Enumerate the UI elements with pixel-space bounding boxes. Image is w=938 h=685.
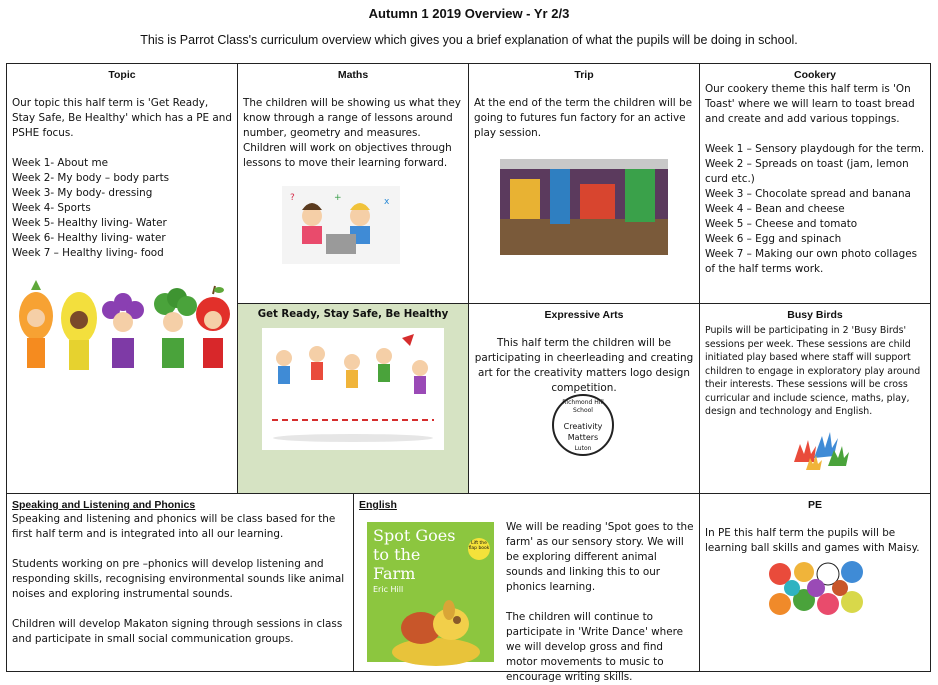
cookery-week: Week 7 – Making our own photo collages of the half terms work. xyxy=(705,248,918,275)
trip-cell xyxy=(468,63,700,304)
topic-week: Week 5- Healthy living- Water xyxy=(12,217,167,229)
expressive-arts-cell xyxy=(468,303,700,494)
cookery-week: Week 4 – Bean and cheese xyxy=(705,203,845,215)
speaking-heading: Speaking and Listening and Phonics xyxy=(12,499,196,511)
pe-text: In PE this half term the pupils will be learning ball skills and games with Maisy. xyxy=(705,527,920,554)
svg-text:x: x xyxy=(384,197,390,207)
book-author: Eric Hill xyxy=(373,585,404,594)
busy-birds-heading: Busy Birds xyxy=(787,309,843,321)
busy-birds-text: Pupils will be participating in 2 'Busy Birds' sessions per week. These sessions are child initiated play based where staff will support children to engage in exploratory play around their interests. These sessions will be cross curricular and include science, maths, play, design and technology and English. xyxy=(705,325,921,417)
maths-heading: Maths xyxy=(337,69,369,81)
maths-cell xyxy=(237,63,469,304)
topic-cell xyxy=(6,63,238,494)
page-title: Autumn 1 2019 Overview - Yr 2/3 xyxy=(368,6,570,21)
topic-week: Week 1- About me xyxy=(12,157,108,169)
trip-text: At the end of the term the children will be going to futures fun factory for an active play session. xyxy=(474,97,692,139)
cookery-week: Week 3 – Chocolate spread and banana xyxy=(705,188,911,200)
topic-heading: Topic xyxy=(108,69,136,81)
pe-heading: PE xyxy=(807,499,822,511)
topic-week: Week 3- My body- dressing xyxy=(12,187,153,199)
cookery-cell xyxy=(699,63,931,304)
page-subtitle: This is Parrot Class's curriculum overview which gives you a brief explanation of what the pupils will be doing in school. xyxy=(140,33,798,47)
topic-week: Week 4- Sports xyxy=(12,202,91,214)
book-title: Spot Goes to the Farm xyxy=(373,526,456,583)
book-cover-image xyxy=(367,522,494,662)
cookery-week: Week 6 – Egg and spinach xyxy=(705,233,842,245)
topic-week: Week 2- My body – body parts xyxy=(12,172,170,184)
soft-play-photo xyxy=(500,159,668,255)
cookery-week: Week 1 – Sensory playdough for the term. xyxy=(705,143,925,155)
fruit-costume-kids-image xyxy=(11,278,233,378)
expressive-arts-heading: Expressive Arts xyxy=(544,309,624,321)
maths-kids-image xyxy=(282,186,400,264)
kids-playing-image xyxy=(262,328,444,450)
logo-word-matters: Matters xyxy=(567,433,599,442)
cookery-heading: Cookery xyxy=(793,69,836,81)
expressive-arts-text: This half term the children will be participating in cheerleading and creating art for the creativity matters logo design competition. xyxy=(474,337,694,394)
english-heading: English xyxy=(359,499,397,511)
pe-cell xyxy=(699,493,931,672)
busy-birds-cell xyxy=(699,303,931,494)
painted-hands-image xyxy=(784,422,854,472)
speaking-listening-cell xyxy=(6,493,354,672)
svg-text:+: + xyxy=(334,193,342,203)
topic-intro: Our topic this half term is 'Get Ready, Stay Safe, Be Healthy' which has a PE and PSHE focus. xyxy=(12,97,232,139)
sports-balls-image xyxy=(766,560,868,622)
english-paragraph: We will be reading 'Spot goes to the farm' as our sensory story. We will be exploring different animal sounds and linking this to our phonics learning. xyxy=(506,521,694,593)
theme-heading: Get Ready, Stay Safe, Be Healthy xyxy=(257,309,449,320)
topic-week: Week 7 – Healthy living- food xyxy=(12,247,164,259)
creativity-matters-logo xyxy=(552,394,614,456)
spot-dog-illustration xyxy=(391,590,481,662)
logo-school-name: Richmond Hill School xyxy=(562,399,604,414)
speaking-paragraph: Students working on pre –phonics will develop listening and responding skills, recognising environmental sounds like animal noises and exploring instrumental sounds. xyxy=(12,558,345,600)
svg-text:?: ? xyxy=(290,193,295,203)
cookery-week: Week 2 – Spreads on toast (jam, lemon curd etc.) xyxy=(705,158,909,185)
trip-heading: Trip xyxy=(574,69,594,81)
speaking-paragraph: Children will develop Makaton signing through sessions in class and participate in small social communication groups. xyxy=(12,618,343,645)
topic-week: Week 6- Healthy living- water xyxy=(12,232,166,244)
logo-town: Luton xyxy=(574,445,592,452)
english-paragraph: The children will continue to participate in 'Write Dance' where we will develop gross and find motor movements to music to encourage writing skills. xyxy=(506,611,684,683)
cookery-week: Week 5 – Cheese and tomato xyxy=(705,218,858,230)
book-badge: Lift the flap book xyxy=(468,538,490,560)
maths-text: The children will be showing us what they know through a range of lessons around number, geometry and measures. Children will work on objectives through lessons to move their learning forward. xyxy=(243,97,461,169)
theme-panel xyxy=(237,303,469,494)
cookery-intro: Our cookery theme this half term is 'On Toast' where we will learn to toast bread and create and add various toppings. xyxy=(705,83,915,125)
speaking-paragraph: Speaking and listening and phonics will be class based for the first half term and is integrated into all our learning. xyxy=(12,513,336,540)
english-cell xyxy=(353,493,700,683)
logo-word-creativity: Creativity xyxy=(563,422,603,431)
